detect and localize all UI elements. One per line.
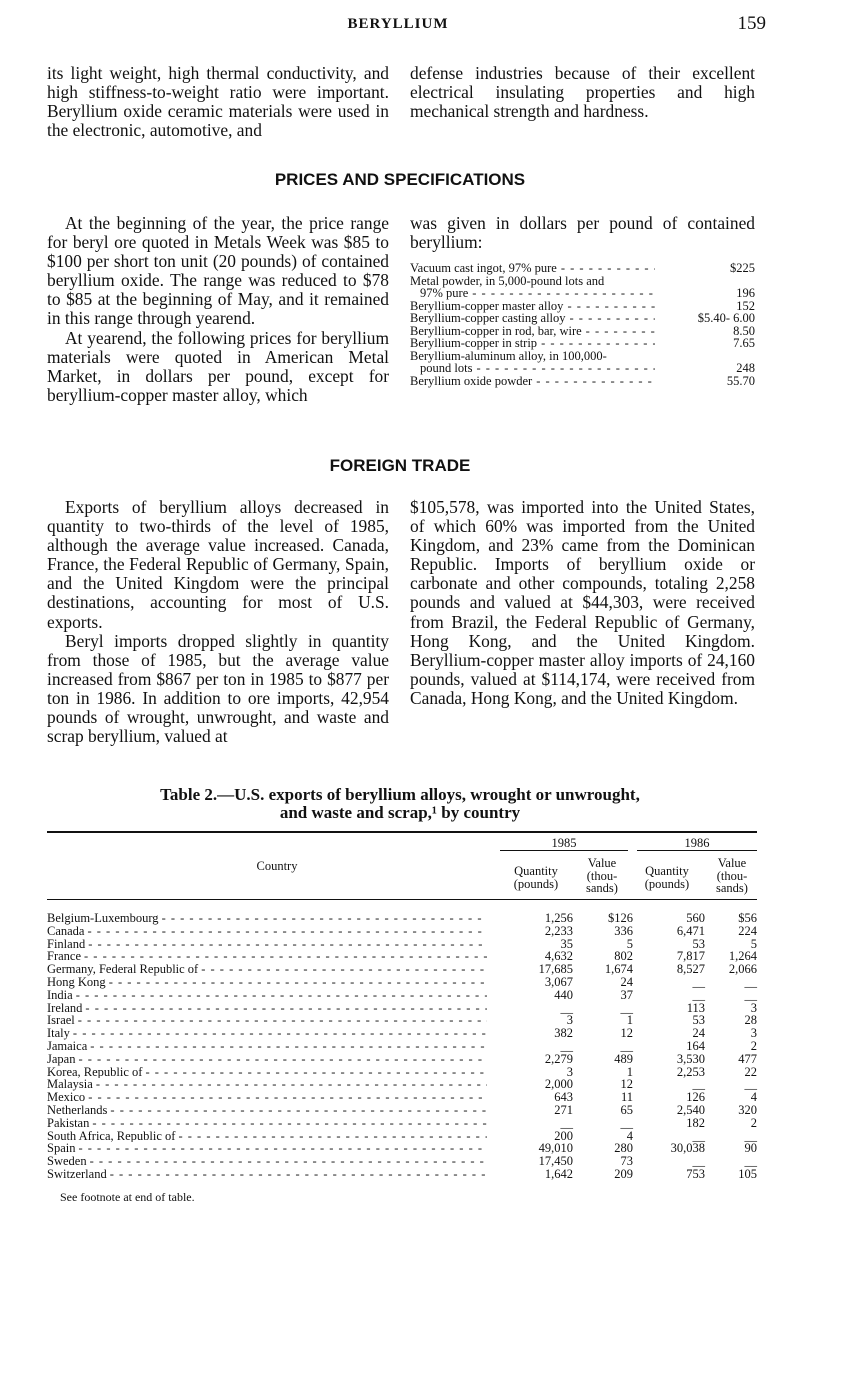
country-cell <box>47 1168 487 1181</box>
price-label: Beryllium-copper master alloy <box>410 298 564 313</box>
country-name: Sweden <box>47 1155 87 1168</box>
country-cell <box>47 950 487 963</box>
country-name: South Africa, Republic of <box>47 1129 176 1143</box>
country-name: Mexico <box>47 1091 86 1104</box>
foreign-trade-heading: FOREIGN TRADE <box>329 456 471 475</box>
year-1986-rule <box>637 850 757 851</box>
quantity-1985-cell: 17,450 <box>538 1154 573 1169</box>
quantity-1986-cell: 8,527 <box>676 962 705 977</box>
quantity-1986-cell: 7,817 <box>676 949 705 964</box>
trade-paragraph-1: Exports of beryllium alloys decreased in quantity to two-thirds of the level of 1985, although the average value increased. Canada, France, the Federal Republic of Germany, Spain, and the United Kingdom were the principal destinations, accounting for most of U.S. exports. <box>47 497 389 632</box>
quantity-1986-header: Quantity (pounds) <box>644 864 690 891</box>
price-row <box>410 287 755 300</box>
country-name: Israel <box>47 1014 75 1028</box>
year-1985-header: 1985 <box>551 836 577 850</box>
table-row <box>47 1078 757 1091</box>
country-name: Italy <box>47 1027 70 1040</box>
country-cell <box>47 1117 487 1130</box>
quantity-1986-cell: 6,471 <box>676 923 705 938</box>
value-1986-cell: 224 <box>738 923 757 938</box>
country-cell <box>47 1027 487 1040</box>
country-cell <box>47 1104 487 1117</box>
table-title-line-1: Table 2.—U.S. exports of beryllium alloys, wrought or unwrought, <box>160 785 640 804</box>
quantity-1986-cell: 53 <box>692 1013 705 1028</box>
price-value: $5.40- 6.00 <box>697 311 755 325</box>
table-row <box>47 976 757 989</box>
intro-right-text: defense industries because of their excellent electrical insulating properties and high mechanical strength and hardness. <box>410 63 755 122</box>
value-1985-cell: 11 <box>620 1090 633 1105</box>
value-1986-cell: 320 <box>738 1102 757 1117</box>
table-row <box>47 1117 757 1130</box>
quantity-1985-cell: 3 <box>566 1013 573 1028</box>
value-1985-cell: 5 <box>626 936 633 951</box>
table-row <box>47 950 757 963</box>
quantity-1985-cell: 17,685 <box>538 962 573 977</box>
value-1986-cell: __ <box>744 974 757 989</box>
quantity-1985-cell: 3 <box>566 1064 573 1079</box>
quantity-1986-cell: 2,540 <box>676 1102 705 1117</box>
value-1986-cell: 5 <box>750 936 757 951</box>
country-cell <box>47 1066 487 1079</box>
country-cell <box>47 976 487 989</box>
country-name: Germany, Federal Republic of <box>47 963 199 976</box>
quantity-1986-cell: 126 <box>686 1090 705 1105</box>
value-1986-cell: 3 <box>750 1026 757 1041</box>
price-value: 55.70 <box>726 373 755 388</box>
quantity-1985-cell: 2,279 <box>544 1051 573 1066</box>
value-1986-cell: 1,264 <box>728 949 757 964</box>
value-1985-cell: 336 <box>614 923 633 938</box>
value-1986-cell: __ <box>744 1154 757 1169</box>
quantity-1986-cell: __ <box>692 987 705 1002</box>
quantity-1986-cell: 113 <box>686 1000 705 1015</box>
quantity-1985-cell: 2,000 <box>544 1077 573 1092</box>
table-row <box>47 938 757 951</box>
country-name: Finland <box>47 937 86 951</box>
value-1985-cell: __ <box>620 1115 633 1130</box>
table-row <box>47 989 757 1002</box>
value-1986-cell: 2,066 <box>728 962 757 977</box>
value-1985-cell: $126 <box>608 911 633 925</box>
country-name: Spain <box>47 1142 76 1156</box>
value-1986-cell: $56 <box>738 911 757 925</box>
country-cell <box>47 1091 487 1104</box>
quantity-1985-cell: 382 <box>554 1026 573 1041</box>
year-1986-header: 1986 <box>684 836 710 850</box>
country-name: Canada <box>47 924 85 938</box>
country-name: Jamaica <box>47 1039 88 1053</box>
value-1985-cell: 4 <box>626 1128 633 1143</box>
country-cell <box>47 963 487 976</box>
price-label: 97% pure <box>420 286 469 300</box>
quantity-1986-cell: __ <box>692 1077 705 1092</box>
quantity-1986-cell: 2,253 <box>676 1064 705 1079</box>
value-1985-cell: 489 <box>614 1051 633 1066</box>
price-value: 196 <box>736 286 755 300</box>
price-list <box>410 262 755 387</box>
value-1985-cell: 1 <box>626 1013 633 1028</box>
price-value: 152 <box>736 298 755 313</box>
prices-paragraph-1: At the beginning of the year, the price range for beryl ore quoted in Metals Week was $85 to $100 per short ton unit (20 pounds) of contained beryllium oxide. The range was reduced to $78 to $85 at the beginning of May, and it remained in this range through yearend. <box>47 213 389 329</box>
table-top-rule <box>47 831 757 833</box>
quantity-1985-cell: 440 <box>554 987 573 1002</box>
table-row <box>47 1066 757 1079</box>
trade-left-column <box>47 498 389 746</box>
quantity-1986-cell: 24 <box>692 1026 705 1041</box>
quantity-1986-cell: __ <box>692 1154 705 1169</box>
quantity-1986-cell: 53 <box>692 936 705 951</box>
quantity-1985-cell: 4,632 <box>544 949 573 964</box>
quantity-1985-cell: 2,233 <box>544 923 573 938</box>
value-1985-cell: 12 <box>620 1077 633 1092</box>
country-name: Pakistan <box>47 1116 90 1130</box>
value-1985-header: Value (thou- sands) <box>586 856 618 895</box>
value-1986-cell: 105 <box>738 1166 757 1181</box>
price-label: Beryllium-aluminum alloy, in 100,000- <box>410 348 607 363</box>
country-name: Belgium-Luxembourg <box>47 912 159 925</box>
intro-left-column <box>47 64 389 140</box>
running-header-title: BERYLLIUM <box>347 16 449 32</box>
value-1986-cell: __ <box>744 1128 757 1143</box>
prices-right-column <box>410 214 755 252</box>
value-1985-cell: 280 <box>614 1141 633 1156</box>
value-1985-cell: 1,674 <box>604 962 633 977</box>
table-row <box>47 925 757 938</box>
value-1985-cell: 65 <box>620 1102 633 1117</box>
table-row <box>47 1142 757 1155</box>
quantity-1986-cell: 30,038 <box>670 1141 705 1156</box>
table-row <box>47 1155 757 1168</box>
quantity-1986-cell: 560 <box>686 911 705 925</box>
country-name: Japan <box>47 1052 76 1066</box>
prices-left-column <box>47 214 389 405</box>
quantity-1986-cell: 182 <box>686 1115 705 1130</box>
price-label: Beryllium-copper casting alloy <box>410 311 566 325</box>
value-1986-cell: 28 <box>744 1013 757 1028</box>
country-cell <box>47 912 487 925</box>
country-name: Hong Kong <box>47 975 106 989</box>
table-body <box>47 912 757 1181</box>
value-1986-cell: __ <box>744 1077 757 1092</box>
table-row <box>47 1130 757 1143</box>
value-1985-cell: 37 <box>620 987 633 1002</box>
country-cell <box>47 1078 487 1091</box>
value-1986-cell: __ <box>744 987 757 1002</box>
table-title <box>40 786 760 822</box>
country-column-header: Country <box>256 859 298 873</box>
value-1985-cell: 24 <box>620 974 633 989</box>
price-label: Beryllium-copper in rod, bar, wire <box>410 323 582 338</box>
price-label: pound lots <box>420 361 473 375</box>
table-row <box>47 1002 757 1015</box>
prices-heading: PRICES AND SPECIFICATIONS <box>274 170 526 189</box>
quantity-1985-cell: __ <box>560 1038 573 1053</box>
intro-left-text: its light weight, high thermal conductivity, and high stiffness-to-weight ratio were important. Beryllium oxide ceramic materials were used in the electronic, automotive, and <box>47 63 389 141</box>
price-row <box>410 262 755 275</box>
quantity-1985-cell: 643 <box>554 1090 573 1105</box>
table-row <box>47 1014 757 1027</box>
value-1986-cell: 3 <box>750 1000 757 1015</box>
country-name: Malaysia <box>47 1078 93 1092</box>
value-1985-cell: __ <box>620 1000 633 1015</box>
price-label: Metal powder, in 5,000-pound lots and <box>410 273 605 288</box>
table-footnote: See footnote at end of table. <box>60 1190 195 1204</box>
country-name: Switzerland <box>47 1167 107 1181</box>
value-1986-cell: 477 <box>738 1051 757 1066</box>
country-cell <box>47 925 487 938</box>
quantity-1985-cell: 271 <box>554 1102 573 1117</box>
table-row <box>47 1091 757 1104</box>
value-1985-cell: __ <box>620 1038 633 1053</box>
quantity-1985-cell: 1,256 <box>544 911 573 925</box>
price-label: Vacuum cast ingot, 97% pure <box>410 261 557 275</box>
price-value: 7.65 <box>733 336 755 350</box>
value-1985-cell: 1 <box>626 1064 633 1079</box>
quantity-1986-cell: 753 <box>686 1166 705 1181</box>
quantity-1985-cell: 200 <box>554 1128 573 1143</box>
price-value: 248 <box>736 361 755 375</box>
country-cell <box>47 938 487 951</box>
value-1986-cell: 2 <box>750 1115 757 1130</box>
table-title-line-2: and waste and scrap,¹ by country <box>279 803 521 822</box>
country-cell <box>47 1014 487 1027</box>
quantity-1985-cell: 1,642 <box>544 1166 573 1181</box>
price-label: Beryllium oxide powder <box>410 373 533 388</box>
value-1985-cell: 209 <box>614 1166 633 1181</box>
country-name: France <box>47 950 82 964</box>
value-1985-cell: 802 <box>614 949 633 964</box>
prices-right-text: was given in dollars per pound of contained beryllium: <box>410 213 755 253</box>
quantity-1985-cell: 49,010 <box>538 1141 573 1156</box>
quantity-1986-cell: __ <box>692 1128 705 1143</box>
country-cell <box>47 1130 487 1143</box>
year-1985-rule <box>500 850 628 851</box>
quantity-1986-cell: 3,530 <box>676 1051 705 1066</box>
country-cell <box>47 1142 487 1155</box>
quantity-1986-cell: __ <box>692 974 705 989</box>
value-1986-cell: 2 <box>750 1038 757 1053</box>
table-header-rule <box>47 899 757 900</box>
quantity-1985-header: Quantity (pounds) <box>513 864 559 891</box>
country-name: Korea, Republic of <box>47 1065 143 1079</box>
country-name: India <box>47 988 73 1002</box>
intro-right-column <box>410 64 755 121</box>
price-label: Beryllium-copper in strip <box>410 336 538 350</box>
trade-paragraph-2: Beryl imports dropped slightly in quantity from those of 1985, but the average value increased from $867 per ton in 1985 to $877 per ton in 1986. In addition to ore imports, 42,954 pounds of wrought, unwrought, and waste and scrap beryllium, valued at <box>47 630 389 747</box>
value-1985-cell: 73 <box>620 1154 633 1169</box>
value-1986-cell: 4 <box>750 1090 757 1105</box>
price-value: 8.50 <box>733 323 755 338</box>
value-1986-cell: 90 <box>744 1141 757 1156</box>
country-cell <box>47 1155 487 1168</box>
country-name: Ireland <box>47 1001 83 1015</box>
value-1986-cell: 22 <box>744 1064 757 1079</box>
table-row <box>47 963 757 976</box>
country-cell <box>47 1002 487 1015</box>
price-value: $225 <box>730 261 755 275</box>
country-cell <box>47 1040 487 1053</box>
table-row <box>47 1104 757 1117</box>
price-row <box>410 375 755 388</box>
country-name: Netherlands <box>47 1103 108 1117</box>
table-row <box>47 1053 757 1066</box>
trade-right-column <box>410 498 755 708</box>
quantity-1985-cell: 3,067 <box>544 974 573 989</box>
quantity-1986-cell: 164 <box>686 1038 705 1053</box>
page-number: 159 <box>737 13 766 34</box>
trade-right-text: $105,578, was imported into the United States, of which 60% was imported from the United Kingdom, and 23% came from the Dominican Republic. Imports of beryllium oxide or carbonate and other compounds, totaling 2,258 pounds and valued at $44,303, were received from Brazil, the Federal Republic of Germany, Hong Kong, and the United Kingdom. Beryllium-copper master alloy imports of 24,160 pounds, valued at $114,174, were received from Canada, Hong Kong, and the United Kingdom. <box>410 497 755 708</box>
table-row <box>47 912 757 925</box>
table-row <box>47 1168 757 1181</box>
quantity-1985-cell: 35 <box>560 936 573 951</box>
country-cell <box>47 1053 487 1066</box>
value-1985-cell: 12 <box>620 1026 633 1041</box>
table-row <box>47 1040 757 1053</box>
table-row <box>47 1027 757 1040</box>
quantity-1985-cell: __ <box>560 1115 573 1130</box>
price-row <box>410 312 755 325</box>
country-cell <box>47 989 487 1002</box>
value-1986-header: Value (thou- sands) <box>716 856 748 895</box>
quantity-1985-cell: __ <box>560 1000 573 1015</box>
price-row <box>410 337 755 350</box>
price-row <box>410 362 755 375</box>
prices-paragraph-2: At yearend, the following prices for beryllium materials were quoted in American Metal Market, in dollars per pound, except for beryllium-copper master alloy, which <box>47 327 389 405</box>
